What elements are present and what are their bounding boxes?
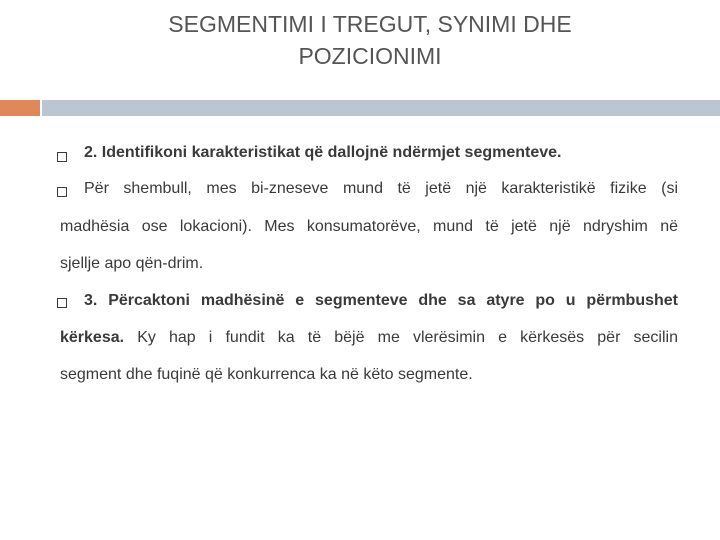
slide-title-line-2: POZICIONIMI [298, 43, 442, 69]
bullet-square-icon [57, 152, 67, 162]
bullet-3-line-2 [60, 329, 678, 347]
bullet-3-line-2-rest: Ky hap i fundit ka të bëjë me vlerësimin e kërkesës për secilin [137, 329, 678, 346]
bullet-3-line-3: segment dhe fuqinë që konkurrenca ka në këto segmente. [60, 366, 473, 383]
slide-title [60, 8, 680, 72]
slide-title-line-1: SEGMENTIMI I TREGUT, SYNIMI DHE [168, 11, 572, 37]
title-rule-bar [42, 100, 720, 116]
bullet-1-text: 2. Identifikoni karakteristikat që dallojnë ndërmjet segmenteve. [84, 144, 562, 161]
bullet-2-line-2: madhësia ose lokacioni). Mes konsumatorëve, mund të jetë një ndryshim në [60, 218, 678, 235]
bullet-square-icon [57, 298, 67, 308]
bullet-3-line-2-bold: kërkesa. [60, 329, 125, 346]
bullet-2-line-3: sjellje apo qën-drim. [60, 255, 204, 272]
bullet-2-line-1: Për shembull, mes bi-zneseve mund të jetë një karakteristikë fizike (si [84, 180, 678, 197]
title-rule-accent [0, 100, 40, 116]
bullet-3-line-1: 3. Përcaktoni madhësinë e segmenteve dhe sa atyre po u përmbushet [84, 292, 678, 309]
bullet-square-icon [57, 187, 67, 197]
